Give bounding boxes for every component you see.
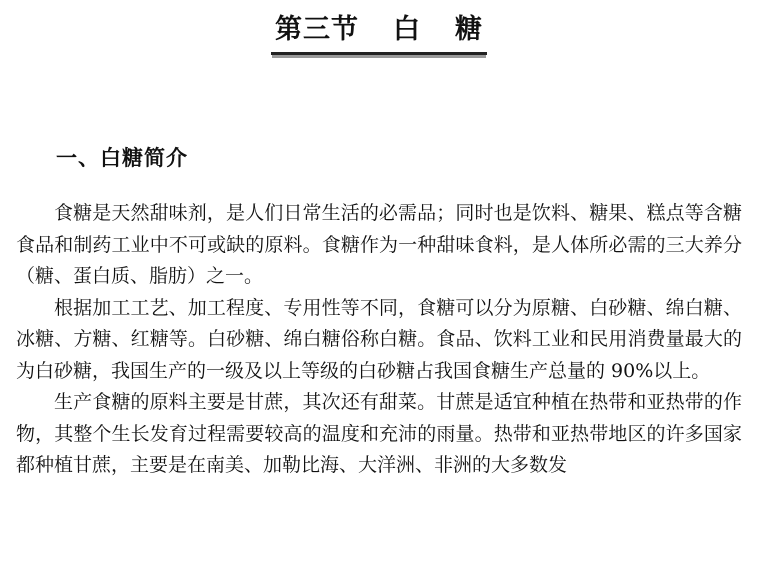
section-title-char-2: 糖: [455, 14, 483, 45]
section-title-char-1: 白: [393, 14, 421, 45]
section-number: 第三节: [275, 14, 359, 45]
subsection-heading: 一、白糖简介: [56, 146, 188, 170]
paragraph-1: 食糖是天然甜味剂，是人们日常生活的必需品；同时也是饮料、糖果、糕点等含糖食品和制药工业中不可或缺的原料。食糖作为一种甜味食料，是人体所必需的三大养分（糖、蛋白质、脂肪）之一。: [16, 202, 742, 287]
paragraph-2: 根据加工工艺、加工程度、专用性等不同，食糖可以分为原糖、白砂糖、绵白糖、冰糖、方糖、红糖等。白砂糖、绵白糖俗称白糖。食品、饮料工业和民用消费量最大的为白砂糖，我国生产的一级及以上等级的白砂糖占我国食糖生产总量的 90%以上。: [16, 296, 742, 382]
section-title: [0, 10, 758, 55]
body-text: [16, 198, 742, 482]
paragraph-3: 生产食糖的原料主要是甘蔗，其次还有甜菜。甘蔗是适宜种植在热带和亚热带的作物，其整个生长发育过程需要较高的温度和充沛的雨量。热带和亚热带地区的许多国家都种植甘蔗，主要是在南美、加勒比海、大洋洲、非洲的大多数发: [16, 391, 742, 476]
section-title-underlined: [271, 10, 487, 55]
